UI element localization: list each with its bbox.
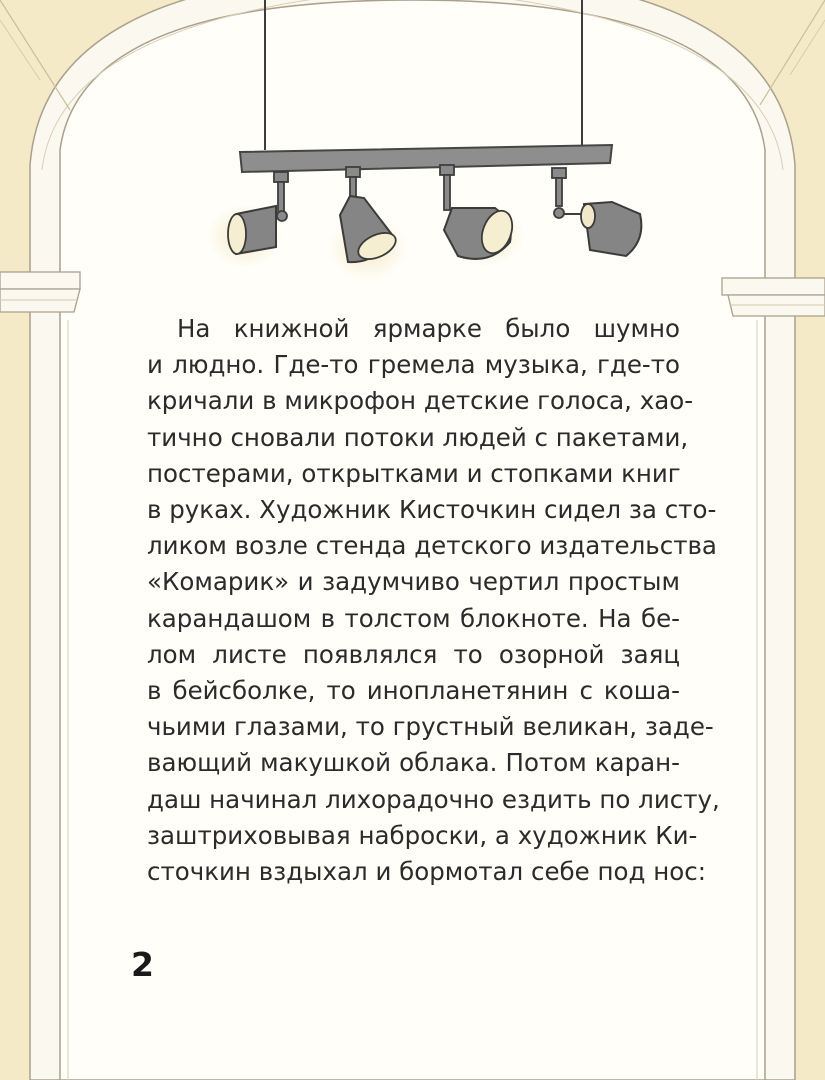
paragraph-line: в бейсболке, то инопланетянин с коша- <box>147 676 680 706</box>
paragraph-line: чьими глазами, то грустный великан, заде- <box>147 712 714 742</box>
paragraph-line: ликом возле стенда детского издательства <box>147 531 717 561</box>
paragraph-line: тично сновали потоки людей с пакетами, <box>147 422 689 452</box>
paragraph-line: кричали в микрофон детские голоса, хао- <box>147 386 694 416</box>
paragraph-line: в руках. Художник Кисточкин сидел за сто- <box>147 495 717 525</box>
paragraph-line: и людно. Где-то гремела музыка, где-то <box>147 350 680 380</box>
left-cornice <box>0 272 80 312</box>
paragraph-line: заштриховывая наброски, а художник Ки- <box>147 820 698 850</box>
paragraph-line: даш начинал лихорадочно ездить по листу, <box>147 784 720 814</box>
right-cornice <box>722 278 825 316</box>
paragraph-line: сточкин вздыхал и бормотал себе под нос: <box>147 857 706 887</box>
paragraph-line: «Комарик» и задумчиво чертил простым <box>147 567 680 597</box>
paragraph-line: вающий макушкой облака. Потом каран- <box>147 748 680 778</box>
page-number: 2 <box>131 945 154 984</box>
paragraph-line: лом листе появлялся то озорной заяц <box>147 639 680 669</box>
paragraph-line: карандашом в толстом блокноте. На бе- <box>147 603 680 633</box>
paragraph-line: постерами, открытками и стопками книг <box>147 458 681 488</box>
paragraph-line: На книжной ярмарке было шумно <box>177 314 680 343</box>
story-paragraph <box>147 311 720 890</box>
